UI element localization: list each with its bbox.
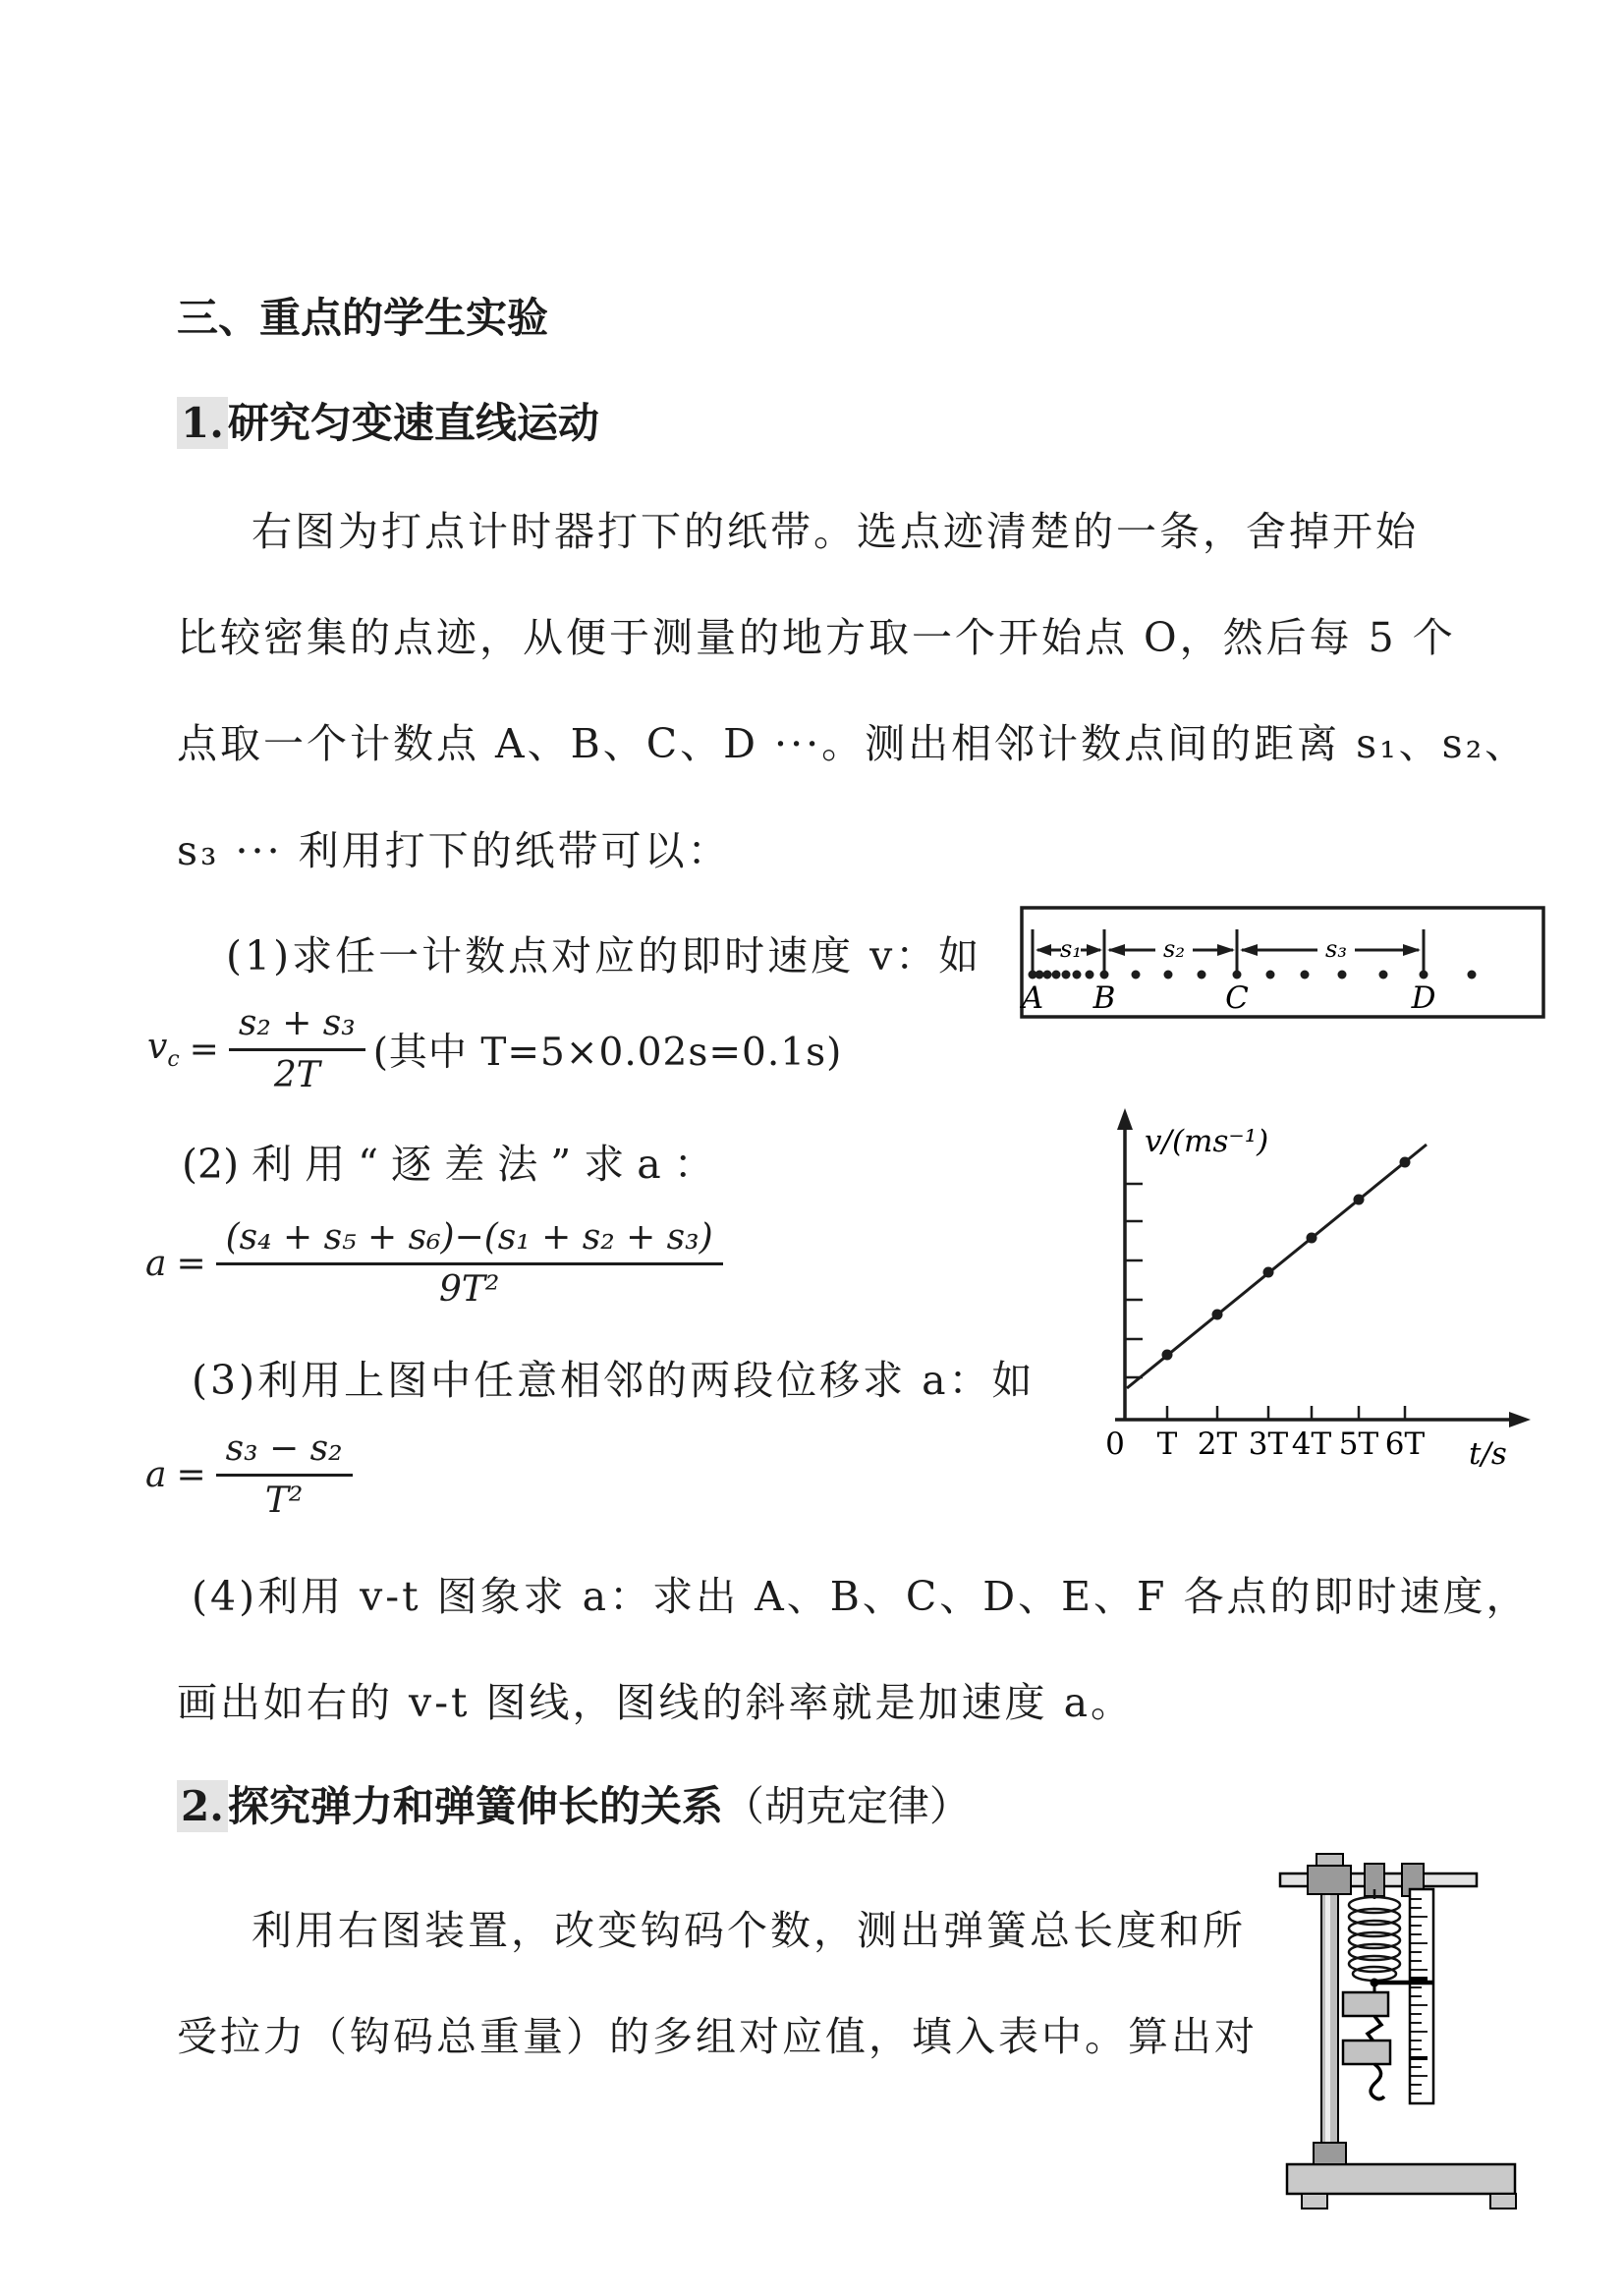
section-title: 三、重点的学生实验 (177, 294, 549, 342)
stand-foot-right (1490, 2194, 1516, 2209)
paragraph-line: 利用右图装置，改变钩码个数，测出弹簧总长度和所 (252, 1907, 1246, 1954)
equals-sign: = (176, 1243, 206, 1284)
trend-line (1127, 1145, 1427, 1388)
fraction (229, 1004, 365, 1094)
fraction-numerator: (s₄ + s₅ + s₆)−(s₁ + s₂ + s₃) (216, 1218, 723, 1265)
equals-sign: = (176, 1454, 206, 1495)
equals-sign: = (189, 1029, 219, 1070)
paper-tape-figure (1020, 906, 1545, 1019)
tick-T: T (1156, 1426, 1178, 1462)
tape-point-A: A (1021, 980, 1044, 1016)
fraction-denominator: 2T (273, 1054, 320, 1095)
heading-1-text: 研究匀变速直线运动 (227, 399, 599, 447)
heading-2-number: 2. (177, 1780, 228, 1832)
hook-icon (1368, 2016, 1381, 2042)
stand-foot-left (1302, 2194, 1327, 2209)
fraction-denominator: 9T² (438, 1268, 500, 1310)
y-axis-ticks (1125, 1184, 1143, 1377)
tape-s1-label: s₁ (1060, 935, 1082, 963)
tick-2T: 2T (1197, 1426, 1238, 1462)
paragraph-line: 画出如右的 v-t 图线，图线的斜率就是加速度 a。 (177, 1679, 1135, 1726)
pole-collar (1314, 2143, 1346, 2164)
clamp-left (1308, 1866, 1351, 1894)
paragraph-line: 比较密集的点迹，从便于测量的地方取一个开始点 O，然后每 5 个 (177, 614, 1456, 661)
tick-3T: 3T (1248, 1426, 1289, 1462)
list-item-4: (4)利用 v-t 图象求 a：求出 A、B、C、D、E、F 各点的即时速度， (192, 1573, 1530, 1620)
tape-s2-label: s₂ (1163, 935, 1185, 963)
v-t-graph (1071, 1100, 1562, 1493)
formula-note: (其中 T=5×0.02s=0.1s) (372, 1031, 843, 1076)
tick-5T: 5T (1338, 1426, 1379, 1462)
x-tick-labels (1105, 1426, 1425, 1462)
tape-point-B: B (1092, 980, 1116, 1016)
list-item-1: (1)求任一计数点对应的即时速度 v：如 (226, 932, 982, 979)
paragraph-line: s₃ ··· 利用打下的纸带可以： (177, 827, 731, 874)
formula-acceleration-difference-method (145, 1218, 723, 1309)
formula-average-velocity (147, 1004, 842, 1094)
heading-2-text: 探究弹力和弹簧伸长的关系 (227, 1782, 723, 1830)
tick-0: 0 (1105, 1426, 1125, 1462)
fraction-numerator: s₃ − s₂ (216, 1429, 353, 1477)
weight-block-2 (1343, 2041, 1390, 2064)
spring-coil (1349, 1889, 1400, 1981)
s-hook-icon (1371, 2064, 1384, 2099)
list-item-3: (3)利用上图中任意相邻的两段位移求 a：如 (192, 1357, 1036, 1404)
formula-vc-subscript: c (167, 1047, 180, 1073)
tape-point-C: C (1225, 980, 1249, 1016)
formula-vc-lhs (147, 1027, 180, 1072)
tick-4T: 4T (1291, 1426, 1332, 1462)
paragraph-line: 受拉力（钩码总重量）的多组对应值，填入表中。算出对 (177, 2013, 1258, 2060)
formula-acceleration-adjacent (145, 1429, 353, 1520)
formula-vc-var: v (147, 1027, 168, 1067)
pole-highlight (1325, 1867, 1330, 2163)
spring-apparatus-figure (1272, 1852, 1533, 2215)
tape-s3-label: s₃ (1325, 935, 1347, 963)
x-axis-label: t/s (1469, 1436, 1507, 1472)
tape-point-D: D (1411, 980, 1436, 1016)
formula-a2-var: a (145, 1454, 167, 1495)
heading-1 (177, 391, 599, 450)
tick-6T: 6T (1384, 1426, 1426, 1462)
fraction-denominator: T² (264, 1480, 304, 1521)
heading-2-suffix: （胡克定律） (722, 1782, 971, 1830)
list-item-2: (2) 利 用 “ 逐 差 法 ” 求 a ： (182, 1141, 714, 1188)
heading-2 (177, 1774, 971, 1833)
weight-block-1 (1343, 1992, 1388, 2016)
formula-a1-var: a (145, 1243, 167, 1284)
paragraph-line: 点取一个计数点 A、B、C、D ···。测出相邻计数点间的距离 s₁、s₂、 (177, 720, 1529, 767)
fraction-numerator: s₂ + s₃ (229, 1004, 365, 1051)
heading-1-number: 1. (177, 397, 228, 449)
fraction (216, 1218, 723, 1309)
paragraph-line: 右图为打点计时器打下的纸带。选点迹清楚的一条，舍掉开始 (252, 508, 1419, 555)
stand-base (1287, 2164, 1515, 2194)
x-axis-ticks (1167, 1406, 1405, 1420)
fraction (216, 1429, 353, 1520)
y-axis-label: v/(ms⁻¹) (1145, 1124, 1269, 1159)
